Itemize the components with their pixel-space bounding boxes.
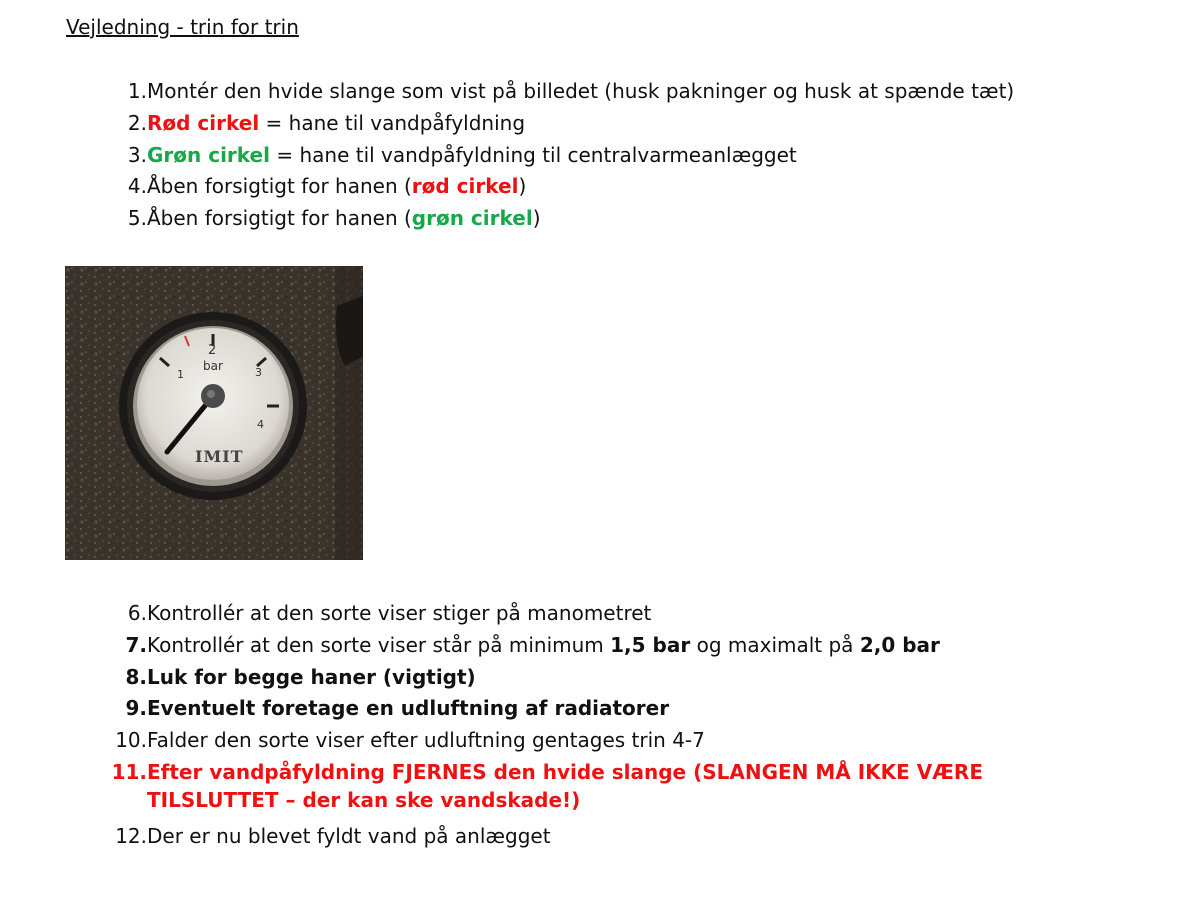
step-text-segment: 1,5 bar [610,633,691,657]
step-8 [100,663,476,691]
step-text-segment: Luk for begge haner (vigtigt) [147,665,476,689]
step-11 [100,758,983,814]
step-text-segment: og maximalt på [690,633,860,657]
step-text [147,77,1014,105]
step-text-segment: Montér den hvide slange som vist på billedet (husk pakninger og husk at spænde tæt) [147,79,1015,103]
step-number: 4. [127,174,147,198]
step-number: 12. [115,824,147,848]
green-circle-label: Grøn cirkel [147,143,270,167]
step-3 [100,141,797,169]
step-text [147,109,525,137]
gauge-unit-label: bar [203,359,223,373]
step-number: 10. [115,728,147,752]
step-text-segment: ) [518,174,527,198]
step-12 [100,822,551,850]
red-circle-label: rød cirkel [411,174,519,198]
step-text [147,204,541,232]
step-9 [100,694,669,722]
step-number: 11. [111,760,147,784]
step-text-segment: Åben forsigtigt for hanen ( [147,206,412,230]
red-circle-label: Rød cirkel [147,111,260,135]
gauge-scale-label: 3 [255,366,262,379]
step-text [147,663,476,691]
step-1 [100,77,1014,105]
step-text-segment: Eventuelt foretage en udluftning af radiatorer [147,696,670,720]
step-text [147,758,983,814]
step-text [147,726,705,754]
step-text-line: TILSLUTTET – der kan ske vandskade!) [147,788,581,812]
step-number: 2. [127,111,147,135]
step-text-segment: = hane til vandpåfyldning til centralvarmeanlægget [269,143,797,167]
step-number: 6. [127,601,147,625]
step-number: 3. [127,143,147,167]
step-number: 8. [125,665,147,689]
step-2 [100,109,525,137]
step-6 [100,599,651,627]
step-text-segment: Der er nu blevet fyldt vand på anlægget [147,824,551,848]
gauge-scale-label: 4 [257,418,264,431]
step-number: 1. [127,79,147,103]
step-7 [100,631,940,659]
gauge-brand-label: IMIT [195,447,244,466]
gauge-scale-label: 2 [208,343,217,358]
green-circle-label: grøn cirkel [411,206,533,230]
step-text-segment: Falder den sorte viser efter udluftning gentages trin 4-7 [147,728,705,752]
step-text-segment: = hane til vandpåfyldning [259,111,526,135]
step-text-segment: Kontrollér at den sorte viser stiger på manometret [147,601,652,625]
document-title: Vejledning - trin for trin [66,15,299,39]
step-text [147,172,526,200]
step-text-segment: Kontrollér at den sorte viser står på minimum [147,633,611,657]
step-text [147,694,669,722]
step-number: 9. [125,696,147,720]
step-text-segment: ) [532,206,541,230]
gauge-scale-label: 1 [177,368,184,381]
step-4 [100,172,526,200]
step-number: 7. [125,633,147,657]
step-text [147,599,651,627]
pressure-gauge-photo [65,266,363,560]
step-number: 5. [127,206,147,230]
step-text [147,141,797,169]
step-10 [100,726,705,754]
step-text [147,822,551,850]
step-text [147,631,940,659]
step-5 [100,204,541,232]
step-text-line: Efter vandpåfyldning FJERNES den hvide slange (SLANGEN MÅ IKKE VÆRE [147,760,983,784]
step-text-segment: 2,0 bar [859,633,940,657]
step-text-segment: Åben forsigtigt for hanen ( [147,174,412,198]
